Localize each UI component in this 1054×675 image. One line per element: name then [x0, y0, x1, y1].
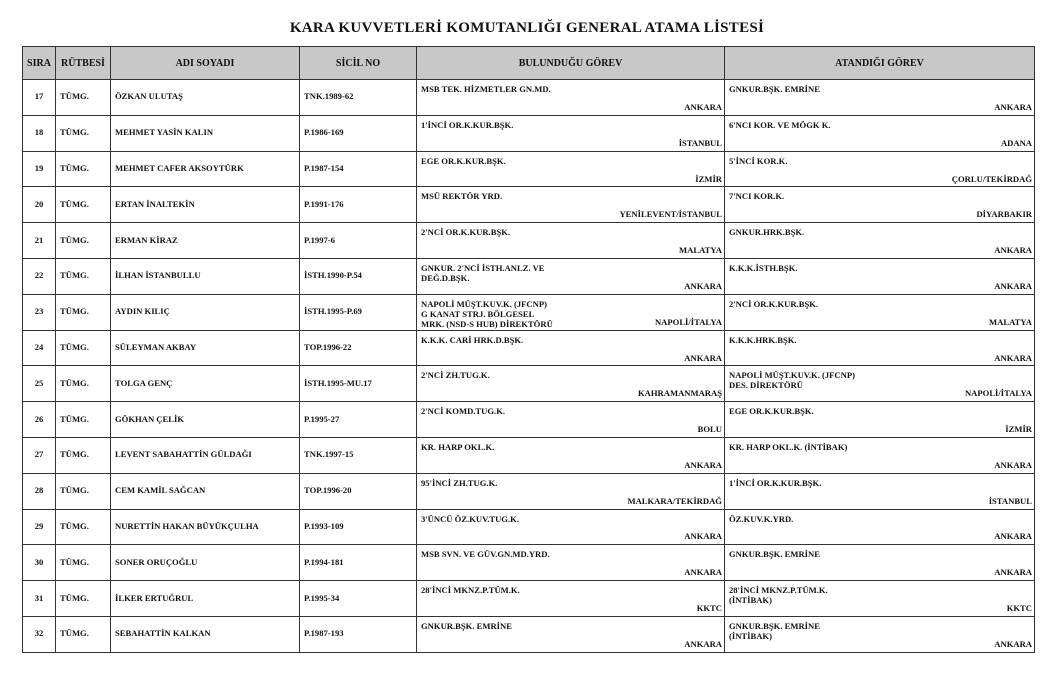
table-row — [23, 80, 1035, 116]
new-post-location: ANKARA — [994, 567, 1032, 578]
current-post-location: İSTANBUL — [678, 137, 722, 148]
new-post-title: 7'NCI KOR.K. — [729, 191, 785, 202]
new-post-title: 1'İNCİ OR.K.KUR.BŞK. — [729, 477, 822, 488]
cell-bulundugu-gorev — [417, 294, 725, 330]
cell-bulundugu-gorev — [417, 437, 725, 473]
cell-atandigi-gorev — [725, 473, 1035, 509]
new-post-title: K.K.K.İSTH.BŞK. — [729, 262, 798, 273]
cell-rutbe: TÜMG. — [56, 437, 111, 473]
cell-sicil-no: TOP.1996-20 — [300, 473, 417, 509]
cell-atandigi-gorev — [725, 366, 1035, 402]
cell-atandigi-gorev — [725, 545, 1035, 581]
current-post-title: MSB SVN. VE GÜV.GN.MD.YRD. — [421, 549, 550, 560]
current-post-location: BOLU — [697, 424, 722, 435]
new-post-location: İSTANBUL — [988, 495, 1032, 506]
cell-sicil-no: P.1993-109 — [300, 509, 417, 545]
cell-sicil-no: P.1987-154 — [300, 151, 417, 187]
current-post-title: NAPOLİ MÜŞT.KUV.K. (JFCNP) G KANAT STRJ. BÖLGESEL MRK. (NSD-S HUB) DİREKTÖRÜ — [421, 298, 553, 329]
cell-ad-soyad: AYDIN KILIÇ — [111, 294, 300, 330]
assignment-table — [22, 46, 1035, 653]
cell-ad-soyad: SONER ORUÇOĞLU — [111, 545, 300, 581]
new-post-location: ANKARA — [994, 459, 1032, 470]
current-post-location: ANKARA — [684, 531, 722, 542]
cell-ad-soyad: ÖZKAN ULUTAŞ — [111, 80, 300, 116]
cell-rutbe: TÜMG. — [56, 80, 111, 116]
cell-atandigi-gorev — [725, 509, 1035, 545]
current-post-location: ANKARA — [684, 567, 722, 578]
cell-bulundugu-gorev — [417, 187, 725, 223]
cell-sicil-no: P.1987-193 — [300, 616, 417, 652]
new-post-title: GNKUR.BŞK. EMRİNE — [729, 549, 820, 560]
cell-sicil-no: TNK.1989-62 — [300, 80, 417, 116]
cell-sicil-no: P.1994-181 — [300, 545, 417, 581]
new-post-location: ANKARA — [994, 280, 1032, 291]
current-post-location: İZMİR — [695, 173, 722, 184]
header-bulundugu-gorev: BULUNDUĞU GÖREV — [417, 47, 725, 80]
new-post-location: DİYARBAKIR — [976, 209, 1032, 220]
cell-sira: 32 — [23, 616, 56, 652]
current-post-title: 3'ÜNCÜ ÖZ.KUV.TUG.K. — [421, 513, 519, 524]
cell-sira: 30 — [23, 545, 56, 581]
cell-ad-soyad: SEBAHATTİN KALKAN — [111, 616, 300, 652]
cell-bulundugu-gorev — [417, 258, 725, 294]
new-post-location: ÇORLU/TEKİRDAĞ — [951, 173, 1032, 184]
new-post-location: ADANA — [1000, 137, 1032, 148]
cell-bulundugu-gorev — [417, 402, 725, 438]
current-post-location: ANKARA — [684, 638, 722, 649]
table-row — [23, 366, 1035, 402]
cell-bulundugu-gorev — [417, 366, 725, 402]
cell-sira: 27 — [23, 437, 56, 473]
current-post-title: 2'NCİ KOMD.TUG.K. — [421, 406, 506, 417]
new-post-title: GNKUR.BŞK. EMRİNE (İNTİBAK) — [729, 620, 820, 641]
table-row — [23, 115, 1035, 151]
new-post-location: ANKARA — [994, 245, 1032, 256]
table-header-row — [23, 47, 1035, 80]
table-row — [23, 223, 1035, 259]
cell-ad-soyad: GÖKHAN ÇELİK — [111, 402, 300, 438]
header-sira: SIRA — [23, 47, 56, 80]
new-post-location: NAPOLİ/İTALYA — [964, 388, 1032, 399]
cell-sira: 18 — [23, 115, 56, 151]
cell-bulundugu-gorev — [417, 223, 725, 259]
new-post-location: İZMİR — [1005, 424, 1032, 435]
new-post-title: KR. HARP OKL.K. (İNTİBAK) — [729, 441, 848, 452]
new-post-location: ANKARA — [994, 531, 1032, 542]
table-row — [23, 437, 1035, 473]
cell-ad-soyad: NURETTİN HAKAN BÜYÜKÇULHA — [111, 509, 300, 545]
new-post-title: EGE OR.K.KUR.BŞK. — [729, 406, 814, 417]
header-sicil-no: SİCİL NO — [300, 47, 417, 80]
new-post-title: 2'NCİ OR.K.KUR.BŞK. — [729, 298, 819, 309]
cell-ad-soyad: MEHMET CAFER AKSOYTÜRK — [111, 151, 300, 187]
cell-ad-soyad: İLHAN İSTANBULLU — [111, 258, 300, 294]
cell-rutbe: TÜMG. — [56, 223, 111, 259]
current-post-location: MALATYA — [679, 245, 722, 256]
cell-sicil-no: P.1995-27 — [300, 402, 417, 438]
new-post-title: GNKUR.BŞK. EMRİNE — [729, 84, 820, 94]
current-post-title: K.K.K. CARİ HRK.D.BŞK. — [421, 334, 524, 345]
table-row — [23, 187, 1035, 223]
current-post-location: KAHRAMANMARAŞ — [637, 388, 722, 399]
cell-ad-soyad: ERTAN İNALTEKİN — [111, 187, 300, 223]
cell-rutbe: TÜMG. — [56, 187, 111, 223]
cell-rutbe: TÜMG. — [56, 509, 111, 545]
cell-rutbe: TÜMG. — [56, 402, 111, 438]
current-post-title: GNKUR.BŞK. EMRİNE — [421, 620, 512, 631]
current-post-title: 28'İNCİ MKNZ.P.TÜM.K. — [421, 585, 520, 596]
cell-rutbe: TÜMG. — [56, 294, 111, 330]
cell-bulundugu-gorev — [417, 80, 725, 116]
header-ad-soyad: ADI SOYADI — [111, 47, 300, 80]
cell-sira: 28 — [23, 473, 56, 509]
cell-rutbe: TÜMG. — [56, 258, 111, 294]
cell-atandigi-gorev — [725, 187, 1035, 223]
new-post-location: ANKARA — [994, 352, 1032, 363]
cell-atandigi-gorev — [725, 330, 1035, 366]
cell-rutbe: TÜMG. — [56, 545, 111, 581]
new-post-title: 5'İNCİ KOR.K. — [729, 155, 788, 166]
table-row — [23, 258, 1035, 294]
cell-rutbe: TÜMG. — [56, 115, 111, 151]
cell-sicil-no: TOP.1996-22 — [300, 330, 417, 366]
table-row — [23, 545, 1035, 581]
table-row — [23, 294, 1035, 330]
current-post-title: EGE OR.K.KUR.BŞK. — [421, 155, 506, 166]
table-row — [23, 402, 1035, 438]
cell-sicil-no: P.1995-34 — [300, 581, 417, 617]
cell-sira: 26 — [23, 402, 56, 438]
cell-sicil-no: İSTH.1995-MU.17 — [300, 366, 417, 402]
cell-ad-soyad: LEVENT SABAHATTİN GÜLDAĞI — [111, 437, 300, 473]
cell-bulundugu-gorev — [417, 545, 725, 581]
cell-atandigi-gorev — [725, 151, 1035, 187]
current-post-location: ANKARA — [684, 352, 722, 363]
cell-sira: 20 — [23, 187, 56, 223]
current-post-title: MSÜ REKTÖR YRD. — [421, 191, 503, 202]
cell-sicil-no: P.1991-176 — [300, 187, 417, 223]
cell-sira: 17 — [23, 80, 56, 116]
cell-bulundugu-gorev — [417, 151, 725, 187]
current-post-location: KKTC — [696, 603, 722, 614]
current-post-title: 2'NCİ OR.K.KUR.BŞK. — [421, 227, 511, 238]
current-post-title: MSB TEK. HİZMETLER GN.MD. — [421, 84, 551, 94]
new-post-title: 28'İNCİ MKNZ.P.TÜM.K. (İNTİBAK) — [729, 585, 828, 606]
table-row — [23, 509, 1035, 545]
cell-ad-soyad: TOLGA GENÇ — [111, 366, 300, 402]
cell-sicil-no: İSTH.1995-P.69 — [300, 294, 417, 330]
header-rutbe: RÜTBESİ — [56, 47, 111, 80]
new-post-title: 6'NCI KOR. VE MÖGK K. — [729, 119, 831, 130]
current-post-title: 1'İNCİ OR.K.KUR.BŞK. — [421, 119, 514, 130]
cell-atandigi-gorev — [725, 115, 1035, 151]
cell-ad-soyad: SÜLEYMAN AKBAY — [111, 330, 300, 366]
current-post-location: ANKARA — [684, 101, 722, 112]
cell-rutbe: TÜMG. — [56, 473, 111, 509]
current-post-title: KR. HARP OKL.K. — [421, 441, 495, 452]
cell-sira: 22 — [23, 258, 56, 294]
cell-sira: 29 — [23, 509, 56, 545]
cell-ad-soyad: İLKER ERTUĞRUL — [111, 581, 300, 617]
new-post-location: MALATYA — [989, 316, 1032, 327]
current-post-location: ANKARA — [684, 459, 722, 470]
header-atandigi-gorev: ATANDIĞI GÖREV — [725, 47, 1035, 80]
cell-ad-soyad: MEHMET YASİN KALIN — [111, 115, 300, 151]
cell-atandigi-gorev — [725, 437, 1035, 473]
table-row — [23, 473, 1035, 509]
current-post-location: MALKARA/TEKİRDAĞ — [627, 495, 722, 506]
new-post-location: ANKARA — [994, 101, 1032, 112]
current-post-location: ANKARA — [684, 280, 722, 291]
cell-atandigi-gorev — [725, 402, 1035, 438]
cell-ad-soyad: CEM KAMİL SAĞCAN — [111, 473, 300, 509]
cell-sicil-no: İSTH.1990-P.54 — [300, 258, 417, 294]
table-row — [23, 581, 1035, 617]
cell-sicil-no: P.1997-6 — [300, 223, 417, 259]
cell-sira: 25 — [23, 366, 56, 402]
cell-bulundugu-gorev — [417, 509, 725, 545]
cell-sira: 23 — [23, 294, 56, 330]
cell-bulundugu-gorev — [417, 473, 725, 509]
current-post-location: YENİLEVENT/İSTANBUL — [619, 209, 722, 220]
cell-atandigi-gorev — [725, 80, 1035, 116]
cell-atandigi-gorev — [725, 581, 1035, 617]
cell-atandigi-gorev — [725, 258, 1035, 294]
new-post-title: GNKUR.HRK.BŞK. — [729, 227, 805, 238]
table-row — [23, 616, 1035, 652]
cell-sira: 21 — [23, 223, 56, 259]
cell-sira: 24 — [23, 330, 56, 366]
cell-bulundugu-gorev — [417, 581, 725, 617]
cell-sicil-no: TNK.1997-15 — [300, 437, 417, 473]
new-post-location: KKTC — [1006, 603, 1032, 614]
current-post-title: GNKUR. 2'NCİ İSTH.ANLZ. VE DEĞ.D.BŞK. — [421, 262, 545, 283]
table-row — [23, 330, 1035, 366]
cell-rutbe: TÜMG. — [56, 151, 111, 187]
new-post-location: ANKARA — [994, 638, 1032, 649]
cell-atandigi-gorev — [725, 616, 1035, 652]
cell-bulundugu-gorev — [417, 115, 725, 151]
cell-sicil-no: P.1986-169 — [300, 115, 417, 151]
cell-rutbe: TÜMG. — [56, 616, 111, 652]
cell-bulundugu-gorev — [417, 330, 725, 366]
new-post-title: ÖZ.KUV.K.YRD. — [729, 513, 794, 524]
cell-bulundugu-gorev — [417, 616, 725, 652]
current-post-location: NAPOLİ/İTALYA — [654, 316, 722, 327]
cell-rutbe: TÜMG. — [56, 581, 111, 617]
new-post-title: NAPOLİ MÜŞT.KUV.K. (JFCNP) DES. DİREKTÖRÜ — [729, 370, 855, 391]
page-title: KARA KUVVETLERİ KOMUTANLIĞI GENERAL ATAMA LİSTESİ — [289, 20, 765, 36]
cell-sira: 19 — [23, 151, 56, 187]
new-post-title: K.K.K.HRK.BŞK. — [729, 334, 797, 345]
current-post-title: 2'NCİ ZH.TUG.K. — [421, 370, 490, 381]
current-post-title: 95'İNCİ ZH.TUG.K. — [421, 477, 498, 488]
cell-sira: 31 — [23, 581, 56, 617]
cell-rutbe: TÜMG. — [56, 366, 111, 402]
table-row — [23, 151, 1035, 187]
cell-atandigi-gorev — [725, 223, 1035, 259]
cell-rutbe: TÜMG. — [56, 330, 111, 366]
cell-ad-soyad: ERMAN KİRAZ — [111, 223, 300, 259]
cell-atandigi-gorev — [725, 294, 1035, 330]
